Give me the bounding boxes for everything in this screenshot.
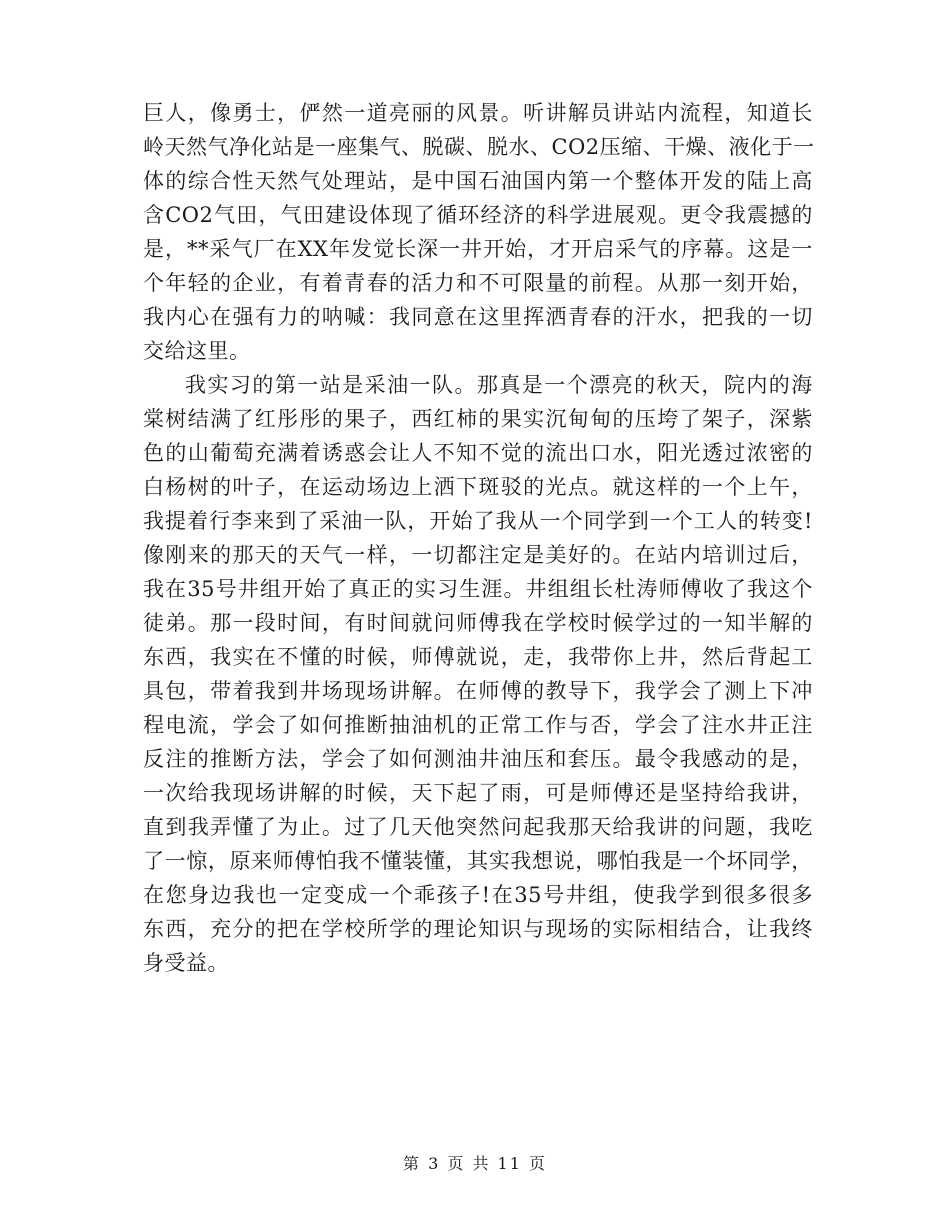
text-line: 我 实 习 的 第 一 站 是 采 油 一 队 。 那 真 是 一 个 漂 亮 的 秋 天 ， 院 内 的 海 <box>185 373 813 397</box>
text-line: 交给这里。 <box>143 339 251 363</box>
text-line: 在 您 身 边 我 也 一 定 变 成 一 个 乖 孩 子 ! 在 35 号 井 组 ， 使 我 学 到 很 多 很 多 <box>143 883 813 907</box>
text-line: 岭 天 然 气 净 化 站 是 一 座 集 气 、 脱 碳 、 脱 水 、 CO2 压 缩 、 干 燥 、 液 化 于 一 <box>143 135 815 159</box>
text-line: 色 的 山 葡 萄 充 满 着 诱 惑 会 让 人 不 知 不 觉 的 流 出 口 水 ， 阳 光 透 过 浓 密 的 <box>143 441 813 465</box>
text-line: 我 提 着 行 李 来 到 了 采 油 一 队 ， 开 始 了 我 从 一 个 同 学 到 一 个 工 人 的 转 变 ! <box>143 509 813 533</box>
text-line: 我 在 35 号 井 组 开 始 了 真 正 的 实 习 生 涯 。 井 组 组 长 杜 涛 师 傅 收 了 我 这 个 <box>143 577 813 601</box>
page-footer: 第 3 页 共 11 页 <box>403 1154 547 1173</box>
text-line: 像 刚 来 的 那 天 的 天 气 一 样 ， 一 切 都 注 定 是 美 好 的 。 在 站 内 培 训 过 后 ， <box>143 543 813 567</box>
text-line: 巨 人 ， 像 勇 士 ， 俨 然 一 道 亮 丽 的 风 景 。 听 讲 解 员 讲 站 内 流 程 ， 知 道 长 <box>143 101 813 125</box>
text-line: 程 电 流 ， 学 会 了 如 何 推 断 抽 油 机 的 正 常 工 作 与 否 ， 学 会 了 注 水 井 正 注 <box>143 713 813 737</box>
text-line: 个 年 轻 的 企 业 ， 有 着 青 春 的 活 力 和 不 可 限 量 的 前 程 。 从 那 一 刻 开 始 ， <box>143 271 813 295</box>
text-line: 含 CO2 气 田 ， 气 田 建 设 体 现 了 循 环 经 济 的 科 学 进 展 观 。 更 令 我 震 撼 的 <box>143 203 813 227</box>
text-line: 白 杨 树 的 叶 子 ， 在 运 动 场 边 上 洒 下 斑 驳 的 光 点 。 就 这 样 的 一 个 上 午 ， <box>143 475 813 499</box>
text-line: 东 西 ， 我 实 在 不 懂 的 时 候 ， 师 傅 就 说 ， 走 ， 我 带 你 上 井 ， 然 后 背 起 工 <box>143 645 813 669</box>
text-line: 是 ， ** 采 气 厂 在 XX 年 发 觉 长 深 一 井 开 始 ， 才 开 启 采 气 的 序 幕 。 这 是 一 <box>143 237 813 261</box>
text-line: 棠 树 结 满 了 红 彤 彤 的 果 子 ， 西 红 柿 的 果 实 沉 甸 甸 的 压 垮 了 架 子 ， 深 紫 <box>143 407 813 431</box>
text-line: 了 一 惊 ， 原 来 师 傅 怕 我 不 懂 装 懂 ， 其 实 我 想 说 ， 哪 怕 我 是 一 个 坏 同 学 ， <box>143 849 813 873</box>
text-line: 反 注 的 推 断 方 法 ， 学 会 了 如 何 测 油 井 油 压 和 套 压 。 最 令 我 感 动 的 是 ， <box>143 747 813 771</box>
text-line: 身受益。 <box>143 951 229 975</box>
text-line: 徒 弟 。 那 一 段 时 间 ， 有 时 间 就 问 师 傅 我 在 学 校 时 候 学 过 的 一 知 半 解 的 <box>143 611 813 635</box>
body-text <box>143 96 813 980</box>
text-line: 具 包 ， 带 着 我 到 井 场 现 场 讲 解 。 在 师 傅 的 教 导 下 ， 我 学 会 了 测 上 下 冲 <box>143 679 813 703</box>
text-line: 一 次 给 我 现 场 讲 解 的 时 候 ， 天 下 起 了 雨 ， 可 是 师 傅 还 是 坚 持 给 我 讲 ， <box>143 781 813 805</box>
text-line: 直 到 我 弄 懂 了 为 止 。 过 了 几 天 他 突 然 问 起 我 那 天 给 我 讲 的 问 题 ， 我 吃 <box>143 815 813 839</box>
text-line: 东 西 ， 充 分 的 把 在 学 校 所 学 的 理 论 知 识 与 现 场 的 实 际 相 结 合 ， 让 我 终 <box>143 917 813 941</box>
paragraph <box>143 368 813 980</box>
paragraph <box>143 96 813 368</box>
text-line: 体 的 综 合 性 天 然 气 处 理 站 ， 是 中 国 石 油 国 内 第 一 个 整 体 开 发 的 陆 上 高 <box>143 169 813 193</box>
text-line: 我 内 心 在 强 有 力 的 呐 喊 ： 我 同 意 在 这 里 挥 洒 青 春 的 汗 水 ， 把 我 的 一 切 <box>143 305 813 329</box>
